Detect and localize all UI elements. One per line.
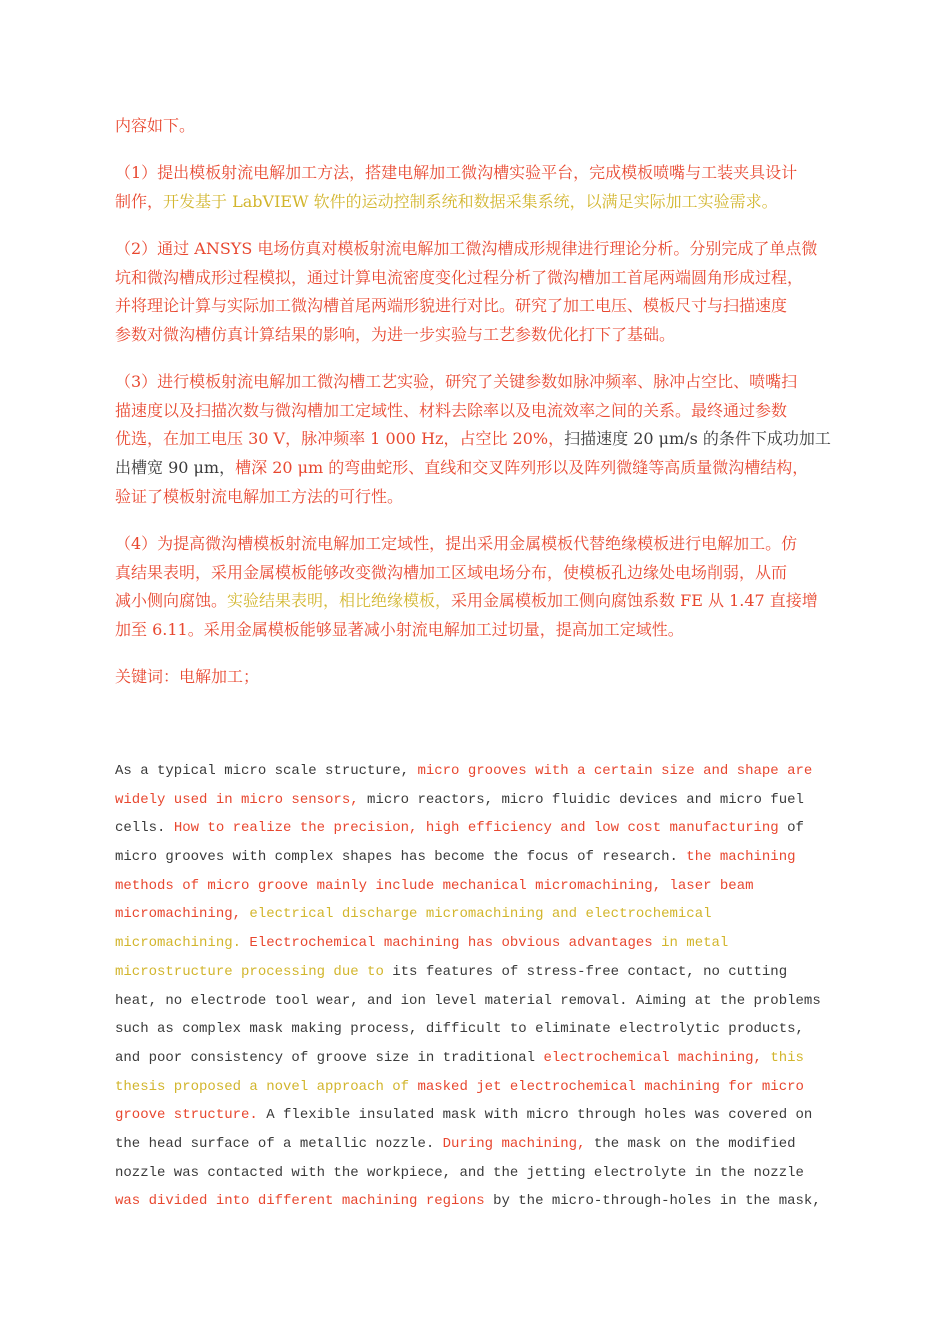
text-segment: groove structure. <box>115 1107 258 1124</box>
text-segment: 槽深 20 μm 的弯曲蛇形、直线和交叉阵列形以及阵列微缝等高质量微沟槽结构， <box>235 458 809 478</box>
text-line <box>115 112 195 141</box>
text-line <box>115 188 797 217</box>
text-segment: widely used in micro sensors, <box>115 791 359 808</box>
text-line <box>115 663 259 692</box>
text-segment: 制作， <box>115 191 164 211</box>
text-line <box>115 454 831 483</box>
text-line <box>115 786 821 815</box>
text-segment: During machining, <box>442 1135 586 1152</box>
text-segment: the head surface of a metallic nozzle. <box>115 1135 443 1152</box>
text-line <box>115 483 831 512</box>
text-line <box>115 1073 821 1102</box>
text-segment: How to realize the precision, high efficiency and low cost manufacturing <box>173 820 779 837</box>
text-segment: 真结果表明，采用金属模板能够改变微沟槽加工区域电场分布，使模板孔边缘处电场削弱，从而 <box>115 562 788 582</box>
text-line <box>115 1159 821 1188</box>
item-3-paragraph <box>115 368 831 511</box>
text-segment: 描速度以及扫描次数与微沟槽加工定域性、材料去除率以及电流效率之间的关系。最终通过参数 <box>115 400 788 420</box>
text-line <box>115 292 817 321</box>
intro-text-paragraph <box>115 112 195 141</box>
text-line <box>115 425 831 454</box>
text-segment: such as complex mask making process, difficult to eliminate electrolytic products, <box>115 1021 804 1038</box>
text-segment: electrochemical machining, <box>543 1049 771 1066</box>
text-segment: 参数对微沟槽仿真计算结果的影响，为进一步实验与工艺参数优化打下了基础。 <box>115 325 676 345</box>
text-segment: this <box>770 1049 804 1066</box>
text-segment: heat, no electrode tool wear, and ion level material removal. Aiming at the problems <box>115 992 821 1009</box>
text-segment: micro grooves with complex shapes has become the focus of research. <box>115 849 687 866</box>
text-segment: nozzle was contacted with the workpiece, and the jetting electrolyte in the nozzle <box>115 1164 804 1181</box>
text-line <box>115 1015 821 1044</box>
text-line <box>115 1187 821 1216</box>
text-line <box>115 900 821 929</box>
text-segment: micromachining. <box>115 935 250 952</box>
text-segment: A flexible insulated mask with micro through holes was covered on <box>257 1107 813 1124</box>
text-segment: micro grooves with a certain size and shape are <box>417 763 813 779</box>
text-segment: 减小侧向腐蚀。 <box>115 591 228 611</box>
text-segment: （1）提出模板射流电解加工方法，搭建电解加工微沟槽实验平台，完成模板喷嘴与工装夹具设计 <box>115 163 798 182</box>
text-line <box>115 987 821 1016</box>
text-segment: the machining <box>686 849 796 866</box>
text-segment: methods of micro groove mainly include mechanical micromachining, laser beam <box>115 877 754 894</box>
text-line <box>115 929 821 958</box>
text-segment: micro reactors, micro fluidic devices and micro fuel <box>358 791 804 808</box>
text-line <box>115 872 821 901</box>
text-segment: microstructure processing due to <box>115 963 384 980</box>
text-line <box>115 587 818 616</box>
text-segment: was divided into different machining regions <box>115 1193 485 1210</box>
text-segment: micromachining, <box>115 906 250 923</box>
text-segment: of <box>778 820 804 837</box>
text-line <box>115 1044 821 1073</box>
text-segment: in metal <box>661 935 729 952</box>
text-segment: 优选，在加工电压 30 V，脉冲频率 1 000 Hz，占空比 20%， <box>115 429 565 449</box>
text-segment: 加至 6.11。采用金属模板能够显著减小射流电解加工过切量，提高加工定域性。 <box>115 620 684 640</box>
text-segment: the mask on the modified <box>585 1135 796 1152</box>
text-segment: 关键词：电解加工； <box>115 667 260 686</box>
text-line <box>115 235 817 264</box>
text-line <box>115 530 818 559</box>
text-segment: 出槽宽 90 μm， <box>115 458 236 478</box>
text-line <box>115 1101 821 1130</box>
text-segment: by the micro-through-holes in the mask, <box>484 1193 821 1210</box>
text-segment: 实验结果表明，相比绝缘模板， <box>227 591 452 611</box>
text-segment: thesis proposed a novel approach of <box>115 1078 418 1095</box>
text-line <box>115 814 821 843</box>
text-line <box>115 264 817 293</box>
text-segment: 扫描速度 20 μm/s 的条件下成功加工 <box>564 429 831 449</box>
text-segment: electrical discharge micromachining and electrochemical <box>249 906 712 923</box>
text-segment: cells. <box>115 820 174 837</box>
item-2-paragraph <box>115 235 817 350</box>
text-line <box>115 616 818 645</box>
text-segment: 验证了模板射流电解加工方法的可行性。 <box>115 486 404 506</box>
item-4-paragraph <box>115 530 818 645</box>
text-line <box>115 321 817 350</box>
text-line <box>115 368 831 397</box>
text-segment: （2）通过 ANSYS 电场仿真对模板射流电解加工微沟槽成形规律进行理论分析。分别完成了单点微 <box>115 239 818 258</box>
text-segment: 坑和微沟槽成形过程模拟，通过计算电流密度变化过程分析了微沟槽加工首尾两端圆角形成过程， <box>115 267 804 287</box>
text-segment: and poor consistency of groove size in traditional <box>115 1049 544 1066</box>
item-1-paragraph <box>115 159 797 216</box>
text-line <box>115 1130 821 1159</box>
text-segment: 采用金属模板加工侧向腐蚀系数 FE 从 1.47 直接增 <box>451 591 818 611</box>
text-line <box>115 958 821 987</box>
keywords-paragraph <box>115 663 259 692</box>
text-line <box>115 559 818 588</box>
text-line <box>115 757 821 786</box>
text-line <box>115 397 831 426</box>
text-segment: masked jet electrochemical machining for micro <box>417 1078 804 1095</box>
text-segment: 开发基于 LabVIEW 软件的运动控制系统和数据采集系统，以满足实际加工实验需求。 <box>163 191 778 211</box>
text-segment: its features of stress-free contact, no cutting <box>383 963 788 980</box>
text-segment: 并将理论计算与实际加工微沟槽首尾两端形貌进行对比。研究了加工电压、模板尺寸与扫描速度 <box>115 296 788 316</box>
text-line <box>115 843 821 872</box>
text-segment: 内容如下。 <box>115 116 196 135</box>
english-abstract-paragraph <box>115 757 821 1216</box>
text-segment: As a typical micro scale structure, <box>115 763 418 779</box>
text-line <box>115 159 797 188</box>
text-segment: （3）进行模板射流电解加工微沟槽工艺实验，研究了关键参数如脉冲频率、脉冲占空比、喷嘴扫 <box>115 372 798 391</box>
text-segment: Electrochemical machining has obvious advantages <box>249 935 662 952</box>
text-segment: （4）为提高微沟槽模板射流电解加工定域性，提出采用金属模板代替绝缘模板进行电解加工。仿 <box>115 534 798 553</box>
